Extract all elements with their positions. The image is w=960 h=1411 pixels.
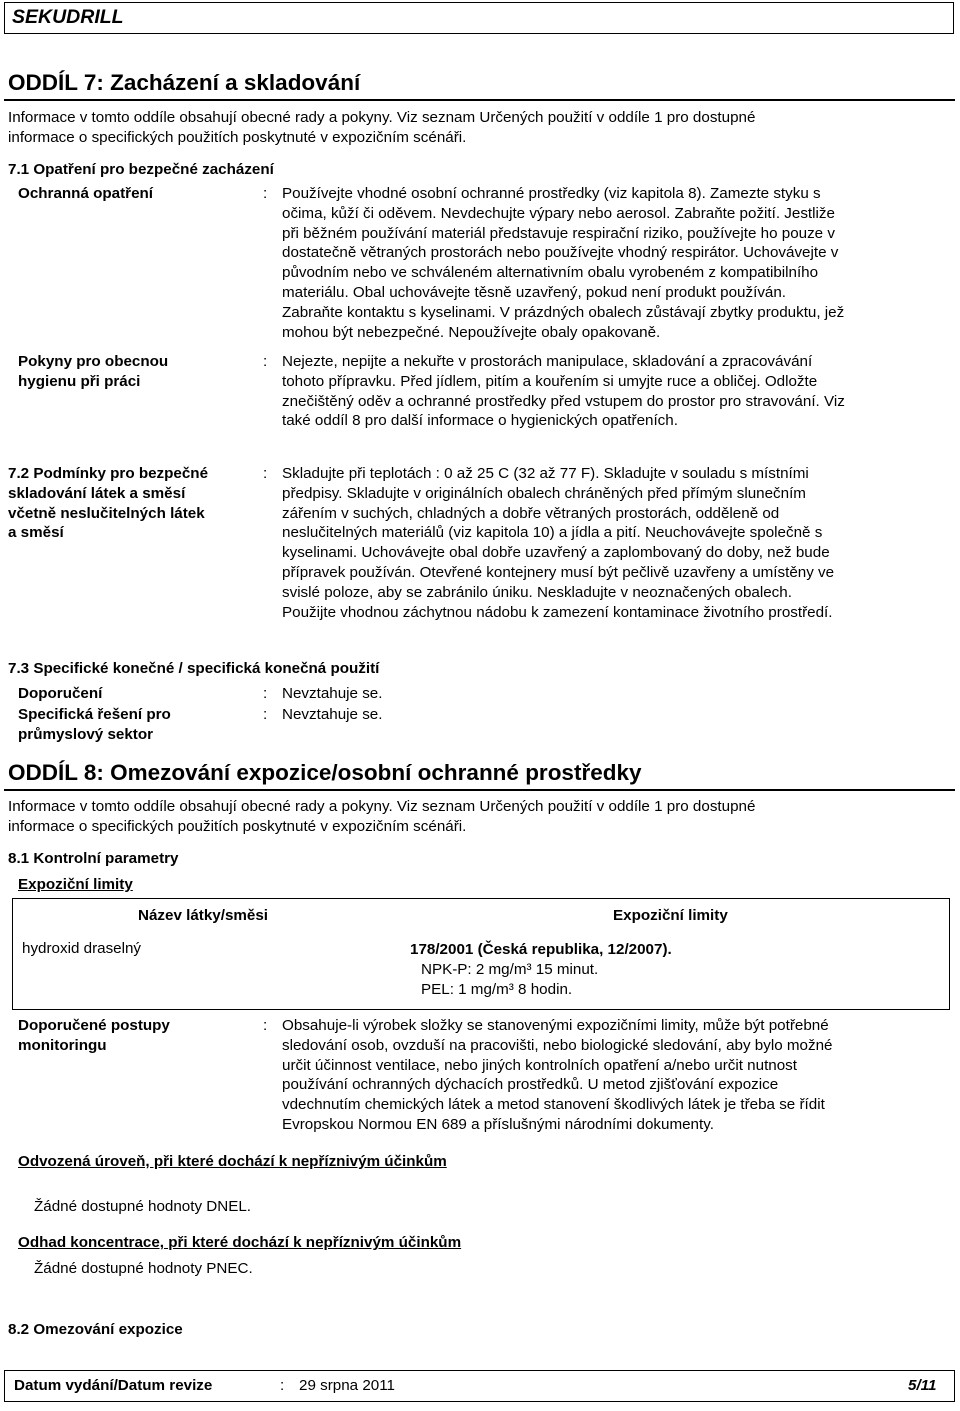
label-line: Doporučené postupy [18, 1017, 170, 1034]
label-line: Specifická řešení pro [18, 706, 171, 723]
text-line: přípravek používán. Otevřené kontejnery musí být pečlivě uzavřeny a umístěny ve [282, 563, 835, 581]
colon: : [263, 353, 268, 370]
storage-text [282, 464, 947, 622]
table-pel: PEL: 1 mg/m³ 8 hodin. [421, 981, 573, 998]
storage-label [8, 464, 246, 543]
text-line: zářením v suchých, chladných a dobře větraných prostorách, odděleně od [282, 504, 780, 522]
label-line: a směsí [8, 524, 64, 542]
section-7-intro [8, 108, 938, 148]
text-line: Použijte vhodnou záchytnou nádobu k zamezení kontaminace životního prostředí. [282, 603, 833, 621]
colon: : [263, 465, 268, 482]
text-line: sledování osob, ovzduší na pracovišti, nebo biologické sledování, aby bylo možné [282, 1036, 833, 1054]
text-line: znečištěný oděv a ochranné prostředky před vstupem do prostor pro stravování. Viz [282, 392, 845, 410]
industry-label [18, 705, 243, 745]
hygiene-text [282, 352, 947, 431]
exposure-limits-heading: Expoziční limity [18, 876, 133, 893]
colon: : [263, 1017, 268, 1034]
text-line: předpisy. Skladujte v originálních obalech chráněných před přímým slunečním [282, 484, 806, 502]
label-line: monitoringu [18, 1036, 107, 1054]
label-line: Pokyny pro obecnou [18, 353, 169, 370]
text-line: svislé poloze, aby se zabránilo úniku. Neskladujte v neoznačených obalech. [282, 583, 792, 601]
subsection-8-1: 8.1 Kontrolní parametry [8, 850, 179, 867]
text-line: vdechnutím chemických látek a metod stanovení škodlivých látek je třeba se řídit [282, 1096, 825, 1114]
section-8-intro [8, 797, 938, 837]
text-line: neslučitelných materiálů (viz kapitola 10) a jídla a pití. Neuchovávejte společně s [282, 524, 823, 542]
label-line: 7.2 Podmínky pro bezpečné [8, 465, 209, 482]
footer-date-label: Datum vydání/Datum revize [14, 1377, 213, 1394]
colon: : [263, 706, 268, 723]
label-line: skladování látek a směsí [8, 484, 186, 502]
monitoring-label [18, 1016, 243, 1056]
text-line: tohoto přípravku. Před jídlem, pitím a kouřením si umyjte ruce a obličej. Odložte [282, 372, 818, 390]
text-line: Používejte vhodné osobní ochranné prostředky (viz kapitola 8). Zamezte styku s [282, 185, 821, 202]
hygiene-label [18, 352, 243, 392]
dnel-heading: Odvozená úroveň, při které dochází k nepříznivým účinkům [18, 1153, 447, 1170]
header-box [4, 2, 954, 34]
text-line: kyselinami. Uchovávejte obal dobře uzavřený a zaplombovaný do doby, než bude [282, 544, 830, 562]
text-line: mohou být nebezpečné. Nepoužívejte obaly opakovaně. [282, 323, 661, 341]
text-line: Evropskou Normou EN 689 a příslušnými národními dokumenty. [282, 1115, 714, 1133]
text-line: očima, kůží či oděvem. Nevdechujte výpary nebo aerosol. Zabraňte požití. Jestliže [282, 204, 835, 222]
label-line: hygienu při práci [18, 372, 141, 390]
text-line: také oddíl 8 pro další informace o hygienických opatřeních. [282, 412, 678, 430]
intro-line: informace o specifických použitích poskytnuté v expozičním scénáři. [8, 817, 467, 835]
subsection-7-1: 7.1 Opatření pro bezpečné zacházení [8, 161, 274, 178]
subsection-7-3: 7.3 Specifické konečné / specifická konečná použití [8, 660, 380, 677]
label-line: průmyslový sektor [18, 725, 154, 743]
text-line: Obsahuje-li výrobek složky se stanovenými expozičními limity, může být potřebné [282, 1017, 829, 1034]
table-header-limits: Expoziční limity [613, 907, 728, 924]
table-npk: NPK-P: 2 mg/m³ 15 minut. [421, 961, 599, 978]
colon: : [263, 185, 268, 202]
dnel-text: Žádné dostupné hodnoty DNEL. [34, 1198, 251, 1215]
colon: : [280, 1377, 285, 1394]
colon: : [263, 685, 268, 702]
text-line: při běžném používání materiál představuje respirační riziko, používejte ho pouze v [282, 224, 835, 242]
table-header-name: Název látky/směsi [138, 907, 269, 924]
text-line: dostatečně větraných prostorách nebo používejte vhodný respirátor. Uchovávejte v [282, 244, 839, 262]
protective-text [282, 184, 947, 342]
text-line: Skladujte při teplotách : 0 až 25 C (32 až 77 F). Skladujte v souladu s místními [282, 465, 809, 482]
industry-value: Nevztahuje se. [282, 706, 383, 723]
text-line: Nejezte, nepijte a nekuřte v prostorách manipulace, skladování a zpracovávání [282, 353, 813, 370]
product-name: SEKUDRILL [12, 6, 124, 28]
pnec-text: Žádné dostupné hodnoty PNEC. [34, 1260, 253, 1277]
text-line: Zabraňte kontaktu s kyselinami. V prázdných obalech zůstávají zbytky produktu, jež [282, 303, 845, 321]
footer-date: 29 srpna 2011 [299, 1377, 395, 1394]
intro-line: Informace v tomto oddíle obsahují obecné rady a pokyny. Viz seznam Určených použití v oddíle 1 pro dostupné [8, 109, 756, 126]
text-line: materiálu. Obal uchovávejte těsně uzavřený, pokud není produkt používán. [282, 283, 787, 301]
monitoring-text [282, 1016, 947, 1135]
table-substance: hydroxid draselný [22, 940, 142, 957]
page-number: 5/11 [908, 1377, 937, 1394]
section-8-title: ODDÍL 8: Omezování expozice/osobní ochranné prostředky [8, 760, 642, 785]
label-line: včetně neslučitelných látek [8, 504, 205, 522]
text-line: určit účinnost ventilace, nebo jiných kontrolních opatření a/nebo určit nutnost [282, 1056, 797, 1074]
subsection-8-2: 8.2 Omezování expozice [8, 1321, 183, 1338]
section-8-rule [4, 789, 955, 791]
recommend-value: Nevztahuje se. [282, 685, 383, 702]
recommend-label: Doporučení [18, 685, 103, 702]
section-7-rule [4, 99, 955, 101]
section-7-title: ODDÍL 7: Zacházení a skladování [8, 70, 361, 95]
text-line: původním nebo ve schváleném alternativním obalu vyrobeném z kompatibilního [282, 264, 819, 282]
intro-line: informace o specifických použitích poskytnuté v expozičním scénáři. [8, 128, 467, 146]
intro-line: Informace v tomto oddíle obsahují obecné rady a pokyny. Viz seznam Určených použití v oddíle 1 pro dostupné [8, 798, 756, 815]
protective-label: Ochranná opatření [18, 185, 154, 202]
pnec-heading: Odhad koncentrace, při které dochází k nepříznivým účinkům [18, 1234, 462, 1251]
table-regulation: 178/2001 (Česká republika, 12/2007). [410, 941, 672, 958]
text-line: používání ochranných dýchacích prostředků. U metod zjišťování expozice [282, 1076, 779, 1094]
